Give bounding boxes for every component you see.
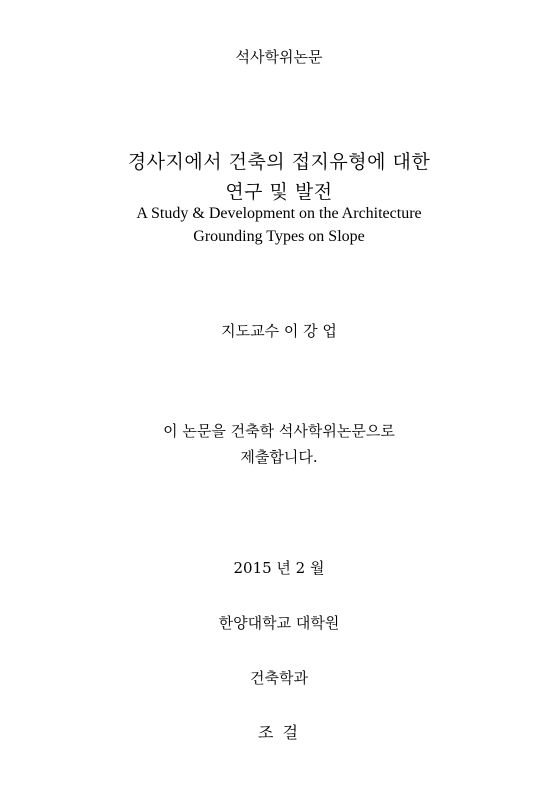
- degree-type-label: 석사학위논문: [235, 48, 323, 66]
- title-english-line-2: Grounding Types on Slope: [193, 228, 365, 245]
- advisor-name: 지도교수 이 강 업: [221, 322, 337, 340]
- university-name: 한양대학교 대학원: [218, 614, 340, 632]
- title-english-line-1: A Study & Development on the Architecture: [136, 205, 422, 222]
- title-korean-line-2: 연구 및 발전: [225, 181, 333, 203]
- title-korean-line-1: 경사지에서 건축의 접지유형에 대한: [127, 151, 431, 173]
- department-name: 건축학과: [250, 669, 308, 687]
- author-name: 조 걸: [258, 723, 300, 742]
- submission-statement-line-2: 제출합니다.: [240, 448, 318, 466]
- submission-statement-line-1: 이 논문을 건축학 석사학위논문으로: [163, 422, 395, 440]
- submission-date: 2015 년 2 월: [233, 559, 325, 577]
